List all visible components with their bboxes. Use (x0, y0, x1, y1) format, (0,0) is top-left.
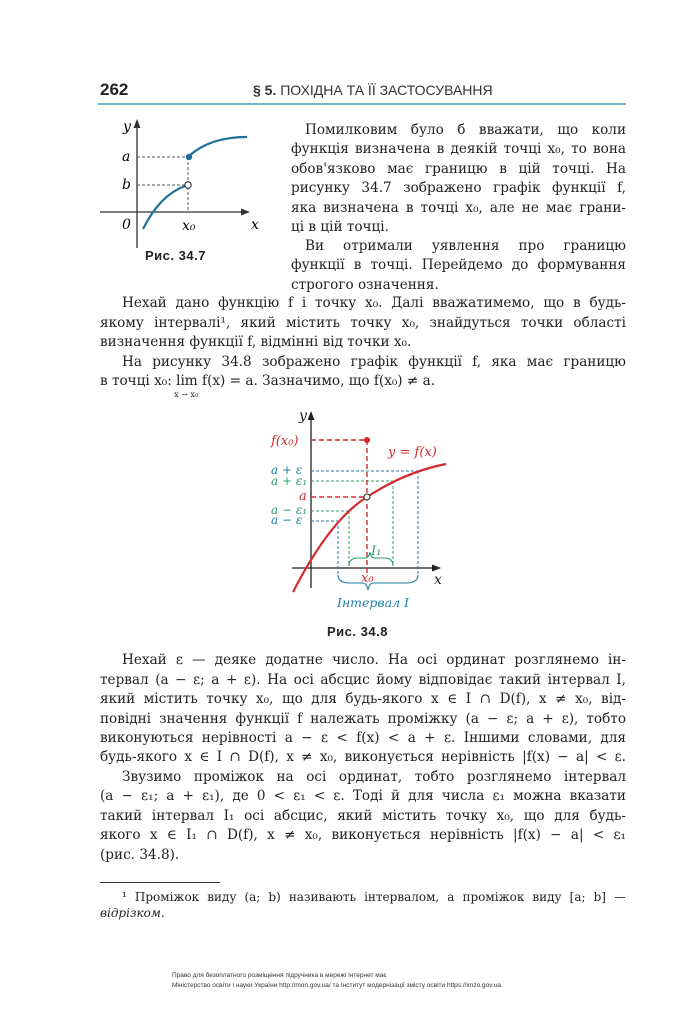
text-line: якому інтервалі¹, який містить точку x₀, знайдуться точки області (100, 315, 626, 331)
text-span: в точці x₀: (100, 373, 172, 389)
limit-expression (174, 372, 199, 399)
text-line: повідні значення функції f належать проміжку (a − ε; a + ε), тобто (100, 711, 626, 727)
curve-lower (143, 186, 185, 229)
curve-upper (189, 137, 247, 156)
footer-line: Право для безоплатного розміщення підручника в мережі Інтернет має (172, 972, 387, 979)
label-y: y (123, 119, 131, 135)
text-line (100, 372, 626, 399)
text-line: Ви отримали уявлення про границю (305, 238, 626, 254)
label-function: y = f(x) (388, 445, 437, 460)
text-line: рисунку 34.7 зображено графік функції f, (291, 180, 626, 196)
section-title: ПОХІДНА ТА ЇЇ ЗАСТОСУВАННЯ (276, 82, 493, 98)
lim-subscript: x → x₀ (174, 390, 199, 399)
figure-caption-34-8: Рис. 34.8 (327, 624, 388, 639)
text-line: ці в цій точці. (291, 219, 389, 235)
text-line: функції в точці. Перейдемо до формування (291, 257, 626, 273)
label-x0: x₀ (361, 571, 374, 586)
text-line: (a − ε₁; a + ε₁), де 0 < ε₁ < ε. Тоді й для числа ε₁ можна вказати (100, 788, 626, 804)
label-a: a (122, 149, 131, 165)
text-line: тервал (a − ε; a + ε). На осі абсцис йому відповідає такий інтервал I, (100, 672, 626, 688)
label-b: b (122, 177, 131, 193)
label-interval: Інтервал I (337, 595, 410, 610)
label-f-x0: f(x₀) (271, 434, 299, 449)
footnote-rule (100, 882, 220, 883)
text-line: який містить точку x₀, що для будь-якого x ∈ I ∩ D(f), x ≠ x₀, від- (100, 691, 626, 707)
label-x0: x₀ (182, 218, 196, 234)
y-axis-arrow (134, 119, 141, 128)
label-zero: 0 (122, 217, 131, 233)
text-span: f(x) = a. Зазначимо, що f(x₀) ≠ a. (202, 373, 436, 389)
text-line: такий інтервал I₁ осі абсцис, який містить точку x₀, що для будь- (100, 808, 626, 824)
text-line: функція визначена в деякій точці x₀, то вона (291, 141, 626, 157)
label-y: y (299, 408, 307, 424)
brace-I (338, 575, 418, 590)
label-a: a (299, 489, 307, 504)
text-line: Нехай дано функцію f і точку x₀. Далі вважатимемо, що в будь- (122, 295, 626, 311)
footnote-line: ¹ Проміжок виду (a; b) називають інтервалом, а проміжок виду [a; b] — (122, 890, 626, 904)
text-line: виконуються нерівності a − ε < f(x) < a + ε. Іншими словами, для (100, 730, 626, 746)
text-line: Звузимо проміжок на осі ординат, тобто розглянемо інтервал (122, 769, 626, 785)
label-x: x (434, 572, 442, 588)
point-f-x0 (364, 437, 370, 443)
text-line: (рис. 34.8). (100, 847, 180, 863)
figure-34-8 (0, 395, 683, 620)
text-line: Помилковим було б вважати, що коли (305, 122, 626, 138)
text-line: строгого означення. (291, 277, 439, 293)
x-axis-arrow (432, 565, 441, 572)
label-a-minus-eps1: a − ε₁ (271, 503, 308, 517)
label-a-minus-eps: a − ε (271, 513, 303, 527)
open-point (185, 182, 191, 188)
label-a-plus-eps: a + ε (271, 463, 303, 477)
text-line: визначення функції f, відмінні від точки x₀. (100, 334, 412, 350)
text-line: якого x ∈ I₁ ∩ D(f), x ≠ x₀, виконується нерівність |f(x) − a| < ε₁ (100, 827, 626, 843)
filled-point (186, 154, 192, 160)
text-line: Нехай ε — деяке додатне число. На осі ординат розглянемо ін- (122, 652, 626, 668)
open-point-a (364, 494, 370, 500)
x-axis-arrow (241, 209, 250, 216)
text-line: обов'язково має границю в цій точці. На (291, 161, 626, 177)
text-line: будь-якого x ∈ I ∩ D(f), x ≠ x₀, виконується нерівність |f(x) − a| < ε. (100, 749, 626, 765)
label-I1: I₁ (371, 544, 382, 559)
label-a-plus-eps1: a + ε₁ (271, 474, 308, 488)
footnote-line: відрізком. (100, 906, 165, 920)
page-number: 262 (100, 80, 129, 99)
text-line: На рисунку 34.8 зображено графік функції f, яка має границю (122, 354, 626, 370)
y-axis-arrow (308, 411, 315, 420)
label-x: x (251, 217, 259, 233)
text-line: яка визначена в точці x₀, але не має грани- (291, 200, 626, 216)
section-mark: § 5. (253, 82, 277, 98)
figure-caption-34-7: Рис. 34.7 (145, 248, 206, 263)
footer-line: Міністерство освіти і науки України http://mon.gov.ua/ та Інститут модернізації змісту освіти https://imzo.gov.ua (172, 982, 502, 989)
lim-operator: lim (176, 373, 198, 389)
